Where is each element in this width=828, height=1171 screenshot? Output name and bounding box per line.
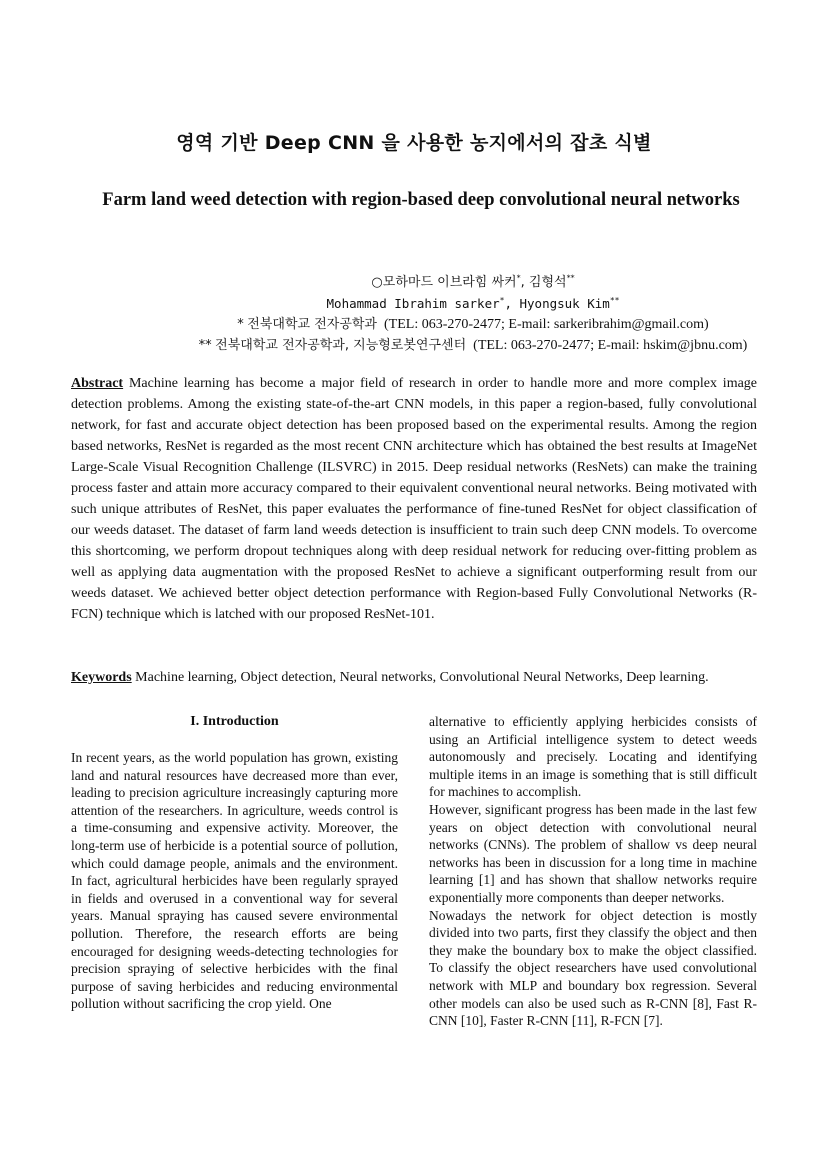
affiliation-1	[60, 314, 828, 335]
author-superscript: **	[609, 295, 620, 305]
keywords-heading: Keywords	[71, 670, 132, 685]
english-author-line	[60, 293, 828, 314]
abstract-heading: Abstract	[71, 376, 124, 391]
korean-author-separator: , 김형석	[520, 275, 567, 290]
presenter-mark: ○	[371, 275, 383, 290]
abstract-text: Machine learning has become a major field of research in order to handle more and more complex image detection problems. Among the existing state-of-the-art CNN models, in this paper a region-based, fully convolutional network, for fast and accurate object detection has been proposed based on the experimental results. Among the region based networks, ResNet is regarded as the most recent CNN architecture which has obtained the best results at ImageNet Large-Scale Visual Recognition Challenge (ILSVRC) in 2015. Deep residual networks (ResNets) can make the training process faster and attain more accuracy compared to their equivalent conventional neural networks. Being motivated with such unique attributes of ResNet, this paper evaluates the performance of fine-tuned ResNet for object classification of our weeds dataset. The dataset of farm land weeds detection is insufficient to train such deep CNN models. To overcome this shortcoming, we perform dropout techniques along with deep residual network for reducing over-fitting problem as well as applying data augmentation with the proposed ResNet to achieve a significant outperforming result from our weeds dataset. We achieved better object detection performance with Region-based Fully Convolutional Networks (R-FCN) technique which is latched with our proposed ResNet-101.	[71, 376, 758, 622]
affiliation-contact: (TEL: 063-270-2477; E-mail: sarkeribrahim@gmail.com)	[384, 317, 709, 332]
keywords-text: Machine learning, Object detection, Neural networks, Convolutional Neural Networks, Deep learning.	[135, 670, 709, 685]
body-paragraph: Nowadays the network for object detection is mostly divided into two parts, first they classify the object and then they make the boundary box to make the object classified. To classify the object researchers have used convolutional network with MLP and boundary box regression. Several other models can also be used such as R-CNN [8], Fast R-CNN [10], Faster R-CNN [11], R-FCN [7].	[429, 907, 757, 1029]
author-block	[60, 272, 828, 356]
korean-author-names: 모하마드 이브라힘 싸커	[382, 275, 517, 290]
english-title: Farm land weed detection with region-based deep convolutional neural networks	[102, 190, 740, 210]
korean-title: 영역 기반 Deep CNN 을 사용한 농지에서의 잡초 식별	[176, 132, 652, 154]
affiliation-korean: 전북대학교 전자공학과, 지능형로봇연구센터	[215, 338, 467, 353]
section-heading: I. Introduction	[190, 714, 279, 729]
left-column	[71, 713, 398, 1013]
affiliation-contact: (TEL: 063-270-2477; E-mail: hskim@jbnu.com)	[473, 338, 748, 353]
author-superscript: *	[499, 295, 505, 305]
affiliation-2	[60, 335, 828, 356]
korean-author-line	[60, 272, 828, 293]
affiliation-korean: 전북대학교 전자공학과	[247, 317, 377, 332]
affiliation-mark: **	[198, 338, 212, 353]
body-paragraph: In recent years, as the world population has grown, existing land and natural resources have decreased more than ever, leading to precision agriculture increasingly capturing more attention of the researchers. In agriculture, weeds control is a time-consuming and expensive activity. Moreover, the long-term use of herbicide is a potential source of pollution, which could damage people, animals and the environment. In fact, agricultural herbicides have been regularly sprayed in fields and overused in a conventional way for several years. Manual spraying has caused severe environmental pollution. Therefore, the research efforts are being encouraged for designing weeds-detecting technologies for precision spraying of selective herbicides with the final purpose of saving herbicides and reducing environmental pollution without sacrificing the crop yield. One	[71, 750, 398, 1012]
right-column	[429, 713, 757, 1030]
english-author-separator: , Hyongsuk Kim	[504, 296, 610, 311]
keywords	[71, 667, 771, 688]
author-superscript: **	[566, 273, 575, 283]
author-superscript: *	[516, 273, 521, 283]
body-paragraph: alternative to efficiently applying herbicides consists of using an Artificial intelligence system to detect weeds autonomously and precisely. Locating and identifying multiple items in an image is something that is still difficult for machines to accomplish.	[429, 714, 757, 800]
body-paragraph: However, significant progress has been made in the last few years on object detection with convolutional neural networks (CNNs). The problem of shallow vs deep neural networks has been in discussion for a long time in machine learning [1] and has shown that shallow networks require exponentially more components than deeper networks.	[429, 801, 757, 905]
english-author-name: Mohammad Ibrahim sarker	[326, 296, 500, 311]
abstract	[71, 373, 757, 625]
affiliation-mark: *	[237, 317, 244, 332]
